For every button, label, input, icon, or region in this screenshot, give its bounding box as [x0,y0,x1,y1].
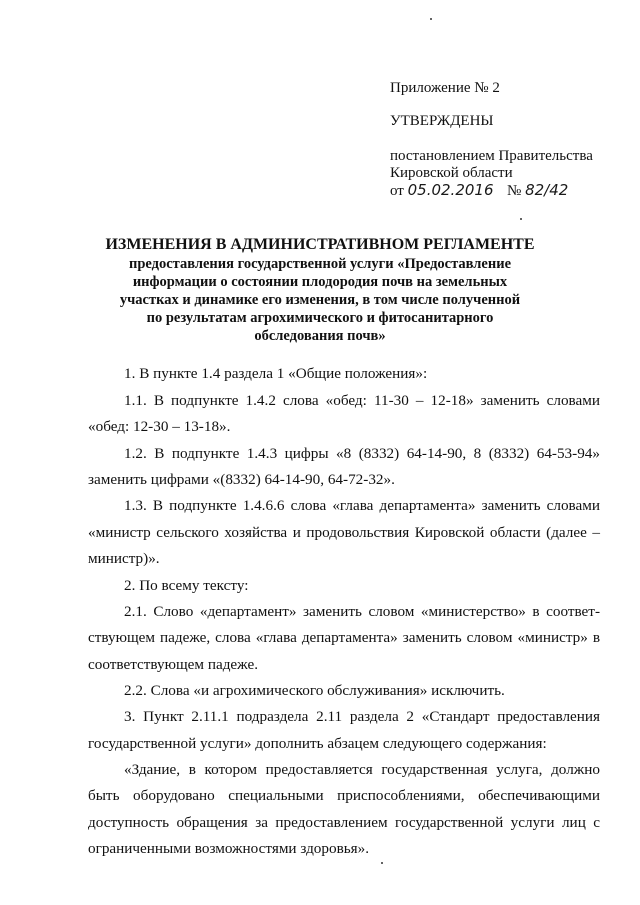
paragraph-line: «министр сельского хозяйства и продовольствия Кировской области (далее – [88,524,600,541]
paragraph-line: 2.2. Слова «и агрохимического обслуживания» исключить. [124,682,505,699]
paragraph-line: 1.1. В подпункте 1.4.2 слова «обед: 11-30 – 12-18» заменить словами [124,392,600,409]
handwritten-date: 05.02.2016 [407,181,494,199]
document-subtitle-line: информации о состоянии плодородия почв на земельных [132,274,508,290]
paragraph-line: 1. В пункте 1.4 раздела 1 «Общие положения»: [124,365,428,382]
scan-speck [381,862,383,864]
date-number-line [390,181,568,200]
scan-speck [430,18,432,20]
paragraph-line: «обед: 12-30 – 13-18». [88,418,231,435]
approved-label: УТВЕРЖДЕНЫ [390,113,494,129]
paragraph-line: быть оборудовано специальными приспособлениями, обеспечивающими [88,787,600,804]
paragraph-line: государственной услуги» дополнить абзацем следующего содержания: [88,735,547,752]
resolution-line: постановлением Правительства [390,148,593,164]
paragraph-line: заменить цифрами «(8332) 64-14-90, 64-72-32». [88,471,395,488]
paragraph-line: 1.2. В подпункте 1.4.3 цифры «8 (8332) 64-14-90, 8 (8332) 64-53-94» [124,445,600,462]
number-prefix: № [507,183,522,199]
document-subtitle-line: предоставления государственной услуги «Предоставление [128,256,512,272]
document-subtitle-line: участках и динамике его изменения, в том числе полученной [119,292,521,308]
document-title: ИЗМЕНЕНИЯ В АДМИНИСТРАТИВНОМ РЕГЛАМЕНТЕ [105,236,535,253]
paragraph-line: соответствующем падеже. [88,656,258,673]
resolution-line: Кировской области [390,165,513,181]
document-subtitle-line: по результатам агрохимического и фитосанитарного [146,310,494,326]
handwritten-number: 82/42 [525,181,569,199]
paragraph-line: 3. Пункт 2.11.1 подраздела 2.11 раздела 2 «Стандарт предоставления [124,708,600,725]
paragraph-line: 1.3. В подпункте 1.4.6.6 слова «глава департамента» заменить словами [124,497,600,514]
paragraph-line: «Здание, в котором предоставляется государственная услуга, должно [124,761,600,778]
paragraph-line: 2. По всему тексту: [124,577,249,594]
document-subtitle-line: обследования почв» [254,328,386,344]
scan-speck [520,218,522,220]
appendix-label: Приложение № 2 [390,80,500,96]
date-prefix: от [390,183,404,199]
paragraph-line: 2.1. Слово «департамент» заменить словом «министерство» в соответ- [124,603,600,620]
paragraph-line: доступность обращения за предоставлением государственной услуги лиц с [88,814,600,831]
paragraph-line: министр)». [88,550,160,567]
paragraph-line: ограниченными возможностями здоровья». [88,840,370,857]
paragraph-line: ствующем падеже, слова «глава департамента» заменить словом «министр» в [88,629,600,646]
